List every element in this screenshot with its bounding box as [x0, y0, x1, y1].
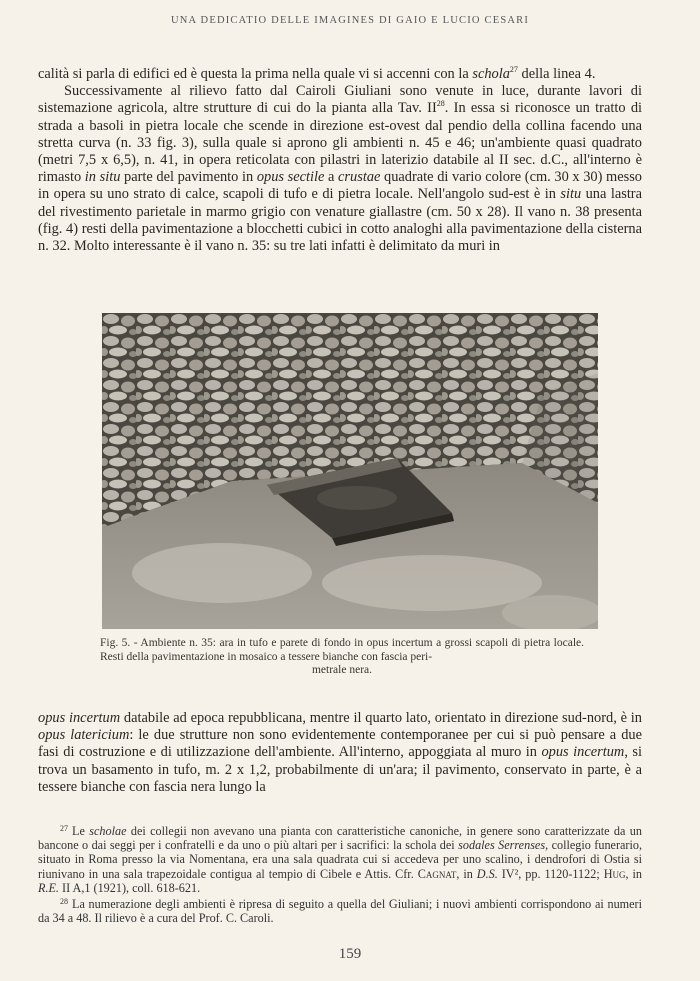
running-head: UNA DEDICATIO DELLE IMAGINES DI GAIO E LUCIO CESARI [170, 15, 530, 26]
excavation-photo [102, 313, 598, 629]
footnote-ref-28: 28 [436, 99, 445, 109]
body-text-bottom [38, 710, 642, 796]
paragraph-2: Successivamente al rilievo fatto dal Cairoli Giuliani sono venute in luce, durante lavori di sistemazione agricola, altre strutture di cui do la pianta alla Tav. II$^{28}$. In essa si riconosce un tratto di strada a basoli in pietra locale che scende in direzione est-ovest dal pendio della collina facendo una stretta curva (n. 33 fig. 3), sulla quale si aprono gli ambienti n. 45 e 46; un'ambiente quasi quadrato (metri 7,5 x 6,5), n. 41, in opera reticolata con pilastri in laterizio databile al II sec. d.C., all'interno è rimasto in situ parte del pavimento in opus sectile a crustae quadrate di vario colore (cm. 30 x 30) messo in opera su uno strato di calce, scapoli di tufo e di pietra locale. Nell'angolo sud-est è in situ una lastra del rivestimento parietale in marmo grigio con venature giallastre (cm. 50 x 28). Il vano n. 38 presenta (fig. 4) resti della pavimentazione a blocchetti cubici in cotto analoghi alla pavimentazione della cisterna n. 32. Molto interessante è il vano n. 35: su tre lati infatti è delimitato da muri in [38, 83, 643, 255]
footnote-27: $^{27}$ Le scholae dei collegii non avevano una pianta con caratteristiche canoniche, in genere sono caratterizzate da un bancone o dai seggi per i confratelli e da uno o più altari per i sacrifici: la schola dei sodales Serrenses, collegio funerario, situato in Roma presso la via Nomentana, era una sala quadrata cui si accedeva per uno scalino, i dendrofori di Ostia si riunivano in una sala trapezoidale contigua al tempio di Cibele e Attis. Cfr. Cagnat, in D.S. IV², pp. 1120-1122; Hug, in R.E. II A,1 (1921), coll. 618-621. [38, 824, 643, 895]
footnote-28: $^{28}$ La numerazione degli ambienti è ripresa di seguito a quella del Giuliani; i nuovi ambienti corrispondono ai numeri da 34 a 48. Il rilievo è a cura del Prof. C. Caroli. [38, 897, 642, 926]
paragraph-3: opus incertum databile ad epoca repubblicana, mentre il quarto lato, orientato in direzione sud-nord, è in opus latericium: le due strutture non sono evidentemente contemporanee per cui si può pensare a due fasi di costruzione e di utilizzazione dell'ambiente. All'interno, appoggiata al muro in opus incertum, si trova un basamento in tufo, m. 2 x 1,2, probabilmente di un'ara; il pavimento, conservato in parte, è a tessere bianche con fascia nera lungo la [38, 710, 643, 795]
figure-caption: Fig. 5. - Ambiente n. 35: ara in tufo e parete di fondo in opus incertum a grossi scapoli di pietra locale. Resti della pavimentazione in mosaico a tessere bianche con fascia peri- metrale nera. [100, 637, 584, 676]
paragraph-1: calità si parla di edifici ed è questa la prima nella quale vi si accenni con la schola$^{27}$ della linea 4. [38, 65, 596, 82]
page-number: 159 [338, 946, 362, 962]
footnote-ref-27: 27 [509, 65, 518, 74]
footnotes [38, 822, 642, 925]
body-text-top [38, 66, 642, 255]
